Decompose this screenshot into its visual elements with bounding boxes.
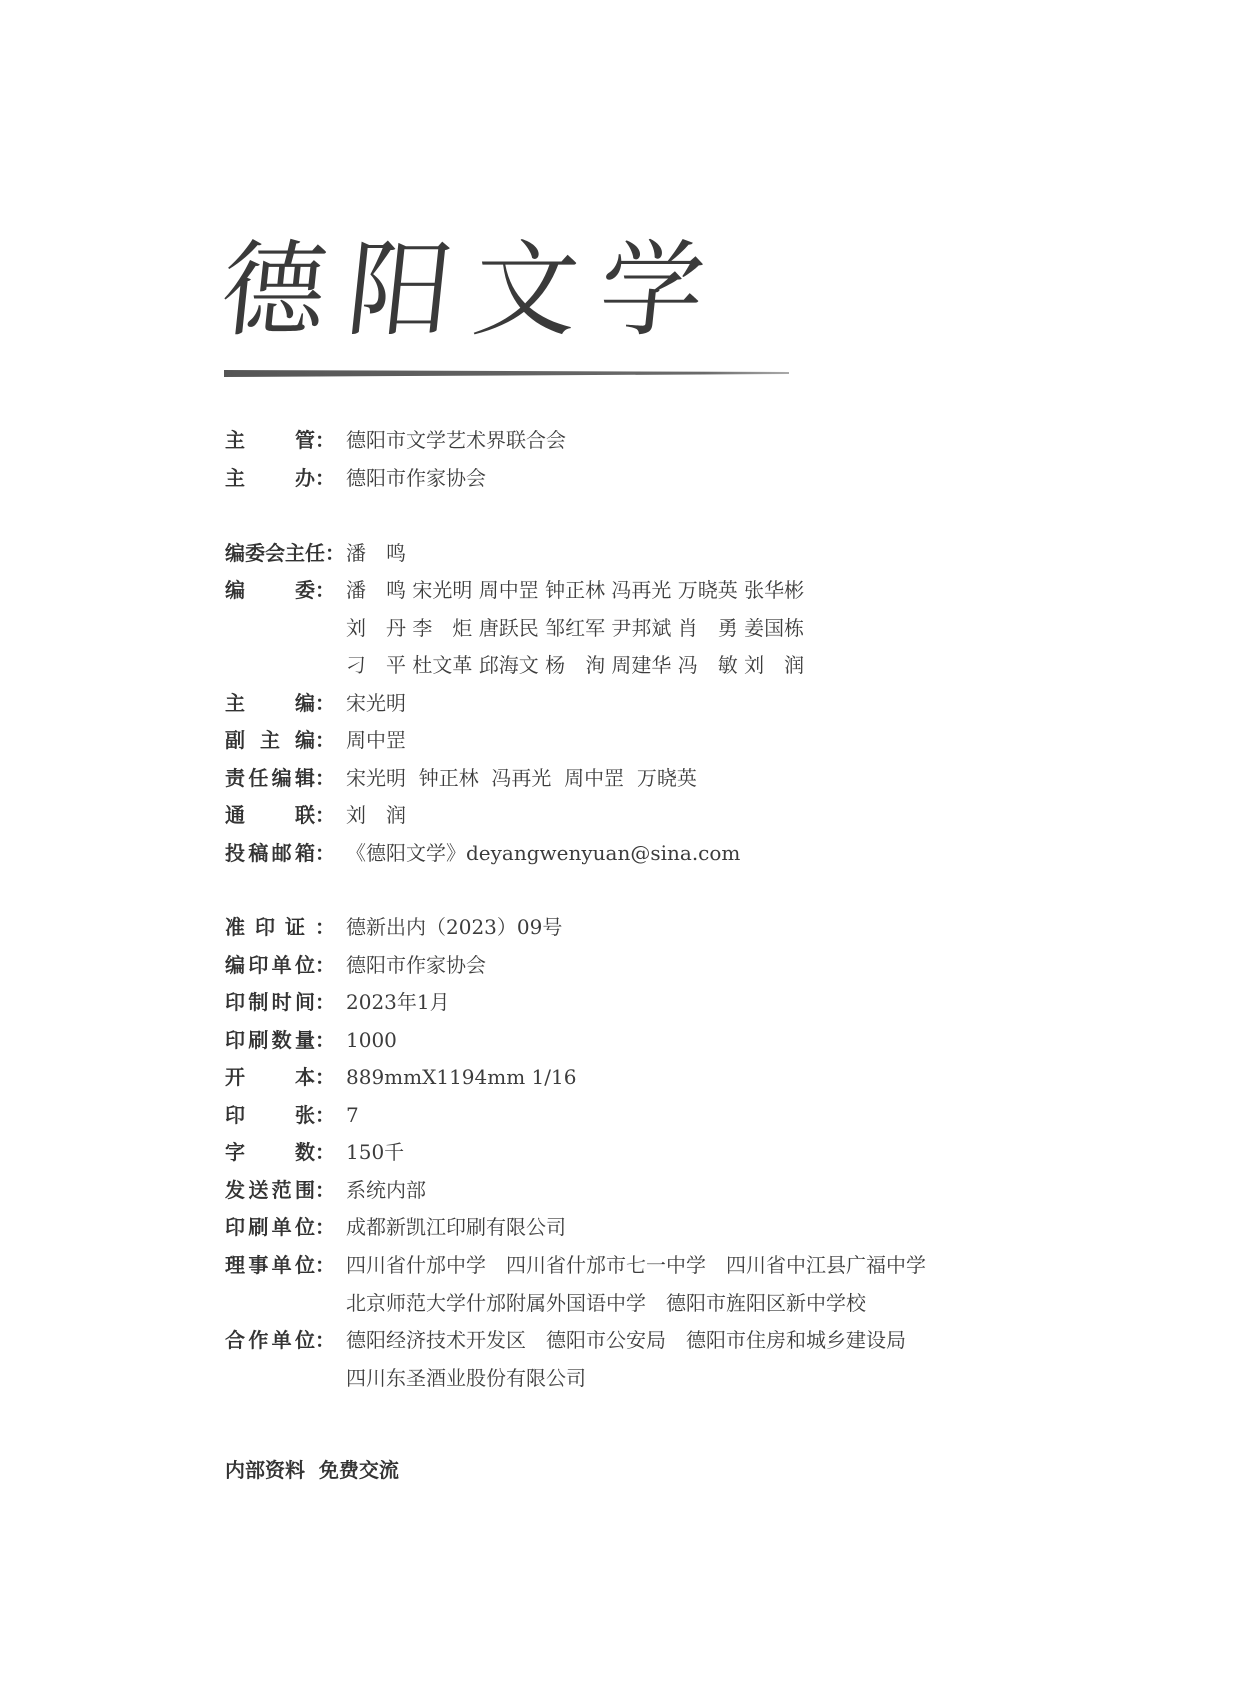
- print-quantity-value: 1000: [346, 1028, 397, 1052]
- print-date-label: [225, 992, 335, 1012]
- sponsor-label-part: 主: [225, 466, 245, 490]
- printer-label-part: 位：: [294, 1215, 335, 1239]
- print-quantity-label-part: 印: [225, 1028, 245, 1052]
- distribution-label-part: 范: [271, 1178, 292, 1202]
- board-chair-label-part: 编委会主任：: [225, 541, 345, 565]
- council-units-label-part: 位：: [294, 1253, 335, 1277]
- masthead-underline: [224, 369, 789, 378]
- printer-label-part: 刷: [248, 1215, 269, 1239]
- compiling-unit-value: 德阳市作家协会: [346, 953, 486, 977]
- deputy-chief-editor-label-part: 主: [260, 728, 280, 752]
- supervisor-label-part: 管：: [295, 428, 335, 452]
- distribution-value: 系统内部: [346, 1178, 426, 1202]
- submission-email-value: 《德阳文学》deyangwenyuan@sina.com: [346, 841, 741, 865]
- print-permit-label-part: 准: [225, 915, 245, 939]
- board-label-part: 委：: [295, 578, 335, 602]
- responsible-editors-label-part: 编: [271, 766, 292, 790]
- submission-email-label-part: 稿: [248, 841, 269, 865]
- board-value: 刁 平 杜文革 邱海文 杨 洵 周建华 冯 敏 刘 润: [346, 653, 805, 677]
- chief-editor-value: 宋光明: [346, 691, 406, 715]
- council-units-label: [225, 1255, 335, 1275]
- sponsor-label-part: 办：: [295, 466, 335, 490]
- liaison-value: 刘 润: [346, 803, 406, 827]
- responsible-editors-label-part: 责: [225, 766, 245, 790]
- board-value: 刘 丹 李 炬 唐跃民 邹红军 尹邦斌 肖 勇 姜国栋: [346, 615, 805, 640]
- council-units-label-part: 单: [271, 1253, 292, 1277]
- partner-units-label-part: 作: [248, 1328, 269, 1352]
- liaison-label: [225, 805, 335, 825]
- format-label: [225, 1067, 335, 1087]
- print-permit-label-part: 证: [285, 915, 305, 939]
- print-date-label-part: 时: [271, 990, 292, 1014]
- board-chair-label: [225, 541, 345, 565]
- board-label-part: 编: [225, 578, 245, 602]
- board-chair-value: 潘 鸣: [346, 541, 406, 565]
- deputy-chief-editor-value: 周中罡: [346, 728, 406, 752]
- liaison-label-part: 联：: [295, 803, 335, 827]
- print-date-label-part: 间：: [294, 990, 335, 1014]
- magazine-masthead-title: 德阳文学: [215, 229, 733, 351]
- compiling-unit-label: [225, 955, 335, 975]
- supervisor-value: 德阳市文学艺术界联合会: [346, 428, 566, 452]
- sponsor-label: [225, 468, 335, 488]
- partner-units-label-part: 单: [271, 1328, 292, 1352]
- liaison-label-part: 通: [225, 803, 245, 827]
- submission-email-label: [225, 843, 335, 863]
- print-date-label-part: 制: [248, 990, 269, 1014]
- print-quantity-label-part: 数: [271, 1028, 292, 1052]
- print-permit-value: 德新出内（2023）09号: [346, 915, 563, 939]
- supervisor-label: [225, 430, 335, 450]
- word-count-label-part: 数：: [295, 1140, 335, 1164]
- chief-editor-label-part: 主: [225, 691, 245, 715]
- compiling-unit-label-part: 位：: [294, 953, 335, 977]
- print-date-label-part: 印: [225, 990, 245, 1014]
- printer-label-part: 单: [271, 1215, 292, 1239]
- format-label-part: 本：: [295, 1065, 335, 1089]
- sheets-label: [225, 1105, 335, 1125]
- partner-units-label-part: 位：: [294, 1328, 335, 1352]
- word-count-label: [225, 1142, 335, 1162]
- word-count-value: 150千: [346, 1140, 405, 1164]
- council-units-label-part: 理: [225, 1253, 245, 1277]
- sponsor-value: 德阳市作家协会: [346, 466, 486, 490]
- responsible-editors-label-part: 辑：: [294, 766, 335, 790]
- printer-label: [225, 1217, 335, 1237]
- distribution-label: [225, 1180, 335, 1200]
- compiling-unit-label-part: 编: [225, 953, 245, 977]
- submission-email-label-part: 邮: [271, 841, 292, 865]
- partner-units-value: 德阳经济技术开发区 德阳市公安局 德阳市住房和城乡建设局: [346, 1328, 906, 1352]
- board-value: 潘 鸣 宋光明 周中罡 钟正林 冯再光 万晓英 张华彬: [346, 578, 805, 602]
- distribution-label-part: 送: [248, 1178, 269, 1202]
- council-units-label-part: 事: [248, 1253, 269, 1277]
- distribution-label-part: 发: [225, 1178, 245, 1202]
- printer-value: 成都新凯江印刷有限公司: [346, 1215, 566, 1239]
- internal-free-exchange-note: 内部资料 免费交流: [225, 1458, 399, 1482]
- partner-units-value: 四川东圣酒业股份有限公司: [346, 1365, 586, 1390]
- council-units-value: 北京师范大学什邡附属外国语中学 德阳市旌阳区新中学校: [346, 1290, 866, 1315]
- compiling-unit-label-part: 单: [271, 953, 292, 977]
- responsible-editors-label: [225, 768, 335, 788]
- submission-email-label-part: 箱：: [294, 841, 335, 865]
- distribution-label-part: 围：: [294, 1178, 335, 1202]
- responsible-editors-label-part: 任: [248, 766, 269, 790]
- sheets-label-part: 印: [225, 1103, 245, 1127]
- submission-email-label-part: 投: [225, 841, 245, 865]
- supervisor-label-part: 主: [225, 428, 245, 452]
- print-quantity-label-part: 刷: [248, 1028, 269, 1052]
- deputy-chief-editor-label: [225, 730, 335, 750]
- board-label: [225, 580, 335, 600]
- sheets-label-part: 张：: [295, 1103, 335, 1127]
- chief-editor-label: [225, 693, 335, 713]
- deputy-chief-editor-label-part: 副: [225, 728, 245, 752]
- word-count-label-part: 字: [225, 1140, 245, 1164]
- print-quantity-label: [225, 1030, 335, 1050]
- sheets-value: 7: [346, 1103, 359, 1127]
- print-date-value: 2023年1月: [346, 990, 450, 1014]
- format-label-part: 开: [225, 1065, 245, 1089]
- partner-units-label: [225, 1330, 335, 1350]
- chief-editor-label-part: 编：: [295, 691, 335, 715]
- format-value: 889mmX1194mm 1/16: [346, 1065, 577, 1089]
- print-permit-label-part: 印: [255, 915, 275, 939]
- deputy-chief-editor-label-part: 编：: [295, 728, 335, 752]
- compiling-unit-label-part: 印: [248, 953, 269, 977]
- print-permit-label-part: ：: [315, 915, 335, 939]
- print-quantity-label-part: 量：: [294, 1028, 335, 1052]
- print-permit-label: [225, 917, 335, 937]
- printer-label-part: 印: [225, 1215, 245, 1239]
- partner-units-label-part: 合: [225, 1328, 245, 1352]
- council-units-value: 四川省什邡中学 四川省什邡市七一中学 四川省中江县广福中学: [346, 1253, 926, 1277]
- responsible-editors-value: 宋光明 钟正林 冯再光 周中罡 万晓英: [346, 766, 697, 790]
